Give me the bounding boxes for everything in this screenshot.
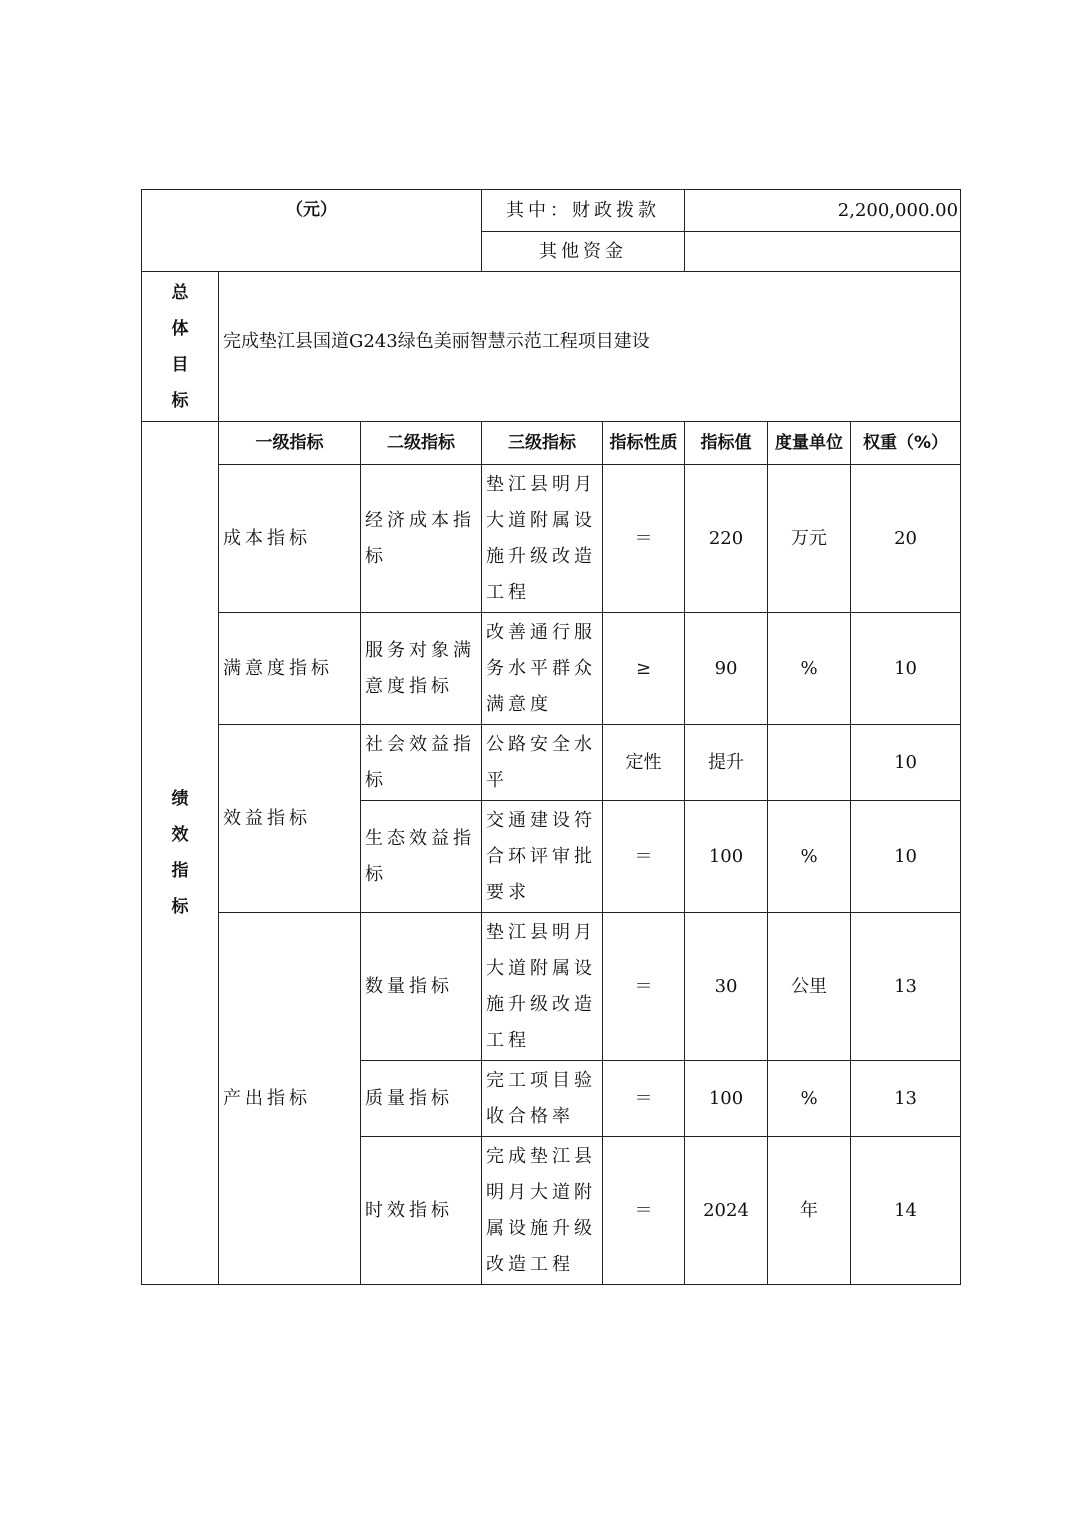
level2-cell: 数量指标 [361,913,482,1061]
fiscal-allocation-value: 2,200,000.00 [685,190,961,232]
weight-cell: 10 [851,801,961,913]
performance-indicator-label: 绩 效 指 标 [142,422,219,1285]
header-unit: 度量单位 [768,422,851,465]
unit-cell: % [768,613,851,725]
unit-cell [768,725,851,801]
level2-cell: 时效指标 [361,1137,482,1285]
level3-cell: 改善通行服务水平群众满意度 [482,613,603,725]
nature-cell: 定性 [603,725,685,801]
level1-cell: 成本指标 [219,465,361,613]
performance-goal-table [141,189,961,1285]
level3-cell: 完工项目验收合格率 [482,1061,603,1137]
header-value: 指标值 [685,422,768,465]
header-nature: 指标性质 [603,422,685,465]
unit-cell: 万元 [768,465,851,613]
unit-cell: 公里 [768,913,851,1061]
funding-unit-label: （元） [142,190,482,272]
nature-cell: ＝ [603,465,685,613]
unit-cell: % [768,801,851,913]
level2-cell: 生态效益指标 [361,801,482,913]
level3-cell: 公路安全水平 [482,725,603,801]
level2-cell: 经济成本指标 [361,465,482,613]
table-row [142,465,961,613]
level1-cell: 效益指标 [219,725,361,913]
nature-cell: ≥ [603,613,685,725]
value-cell: 30 [685,913,768,1061]
weight-cell: 20 [851,465,961,613]
table-row [142,613,961,725]
weight-cell: 13 [851,913,961,1061]
value-cell: 220 [685,465,768,613]
table-row [142,725,961,801]
nature-cell: ＝ [603,1137,685,1285]
fiscal-allocation-label: 其中：财政拨款 [482,190,685,232]
weight-cell: 10 [851,613,961,725]
overall-goal-text: 完成垫江县国道G243绿色美丽智慧示范工程项目建设 [219,272,961,422]
nature-cell: ＝ [603,1061,685,1137]
header-level3: 三级指标 [482,422,603,465]
unit-cell: 年 [768,1137,851,1285]
table-row [142,913,961,1061]
header-level1: 一级指标 [219,422,361,465]
other-funds-value [685,232,961,272]
level3-cell: 完成垫江县明月大道附属设施升级改造工程 [482,1137,603,1285]
value-cell: 提升 [685,725,768,801]
level3-cell: 交通建设符合环评审批要求 [482,801,603,913]
nature-cell: ＝ [603,801,685,913]
overall-goal-label: 总 体 目 标 [142,272,219,422]
value-cell: 90 [685,613,768,725]
weight-cell: 10 [851,725,961,801]
level2-cell: 质量指标 [361,1061,482,1137]
level2-cell: 社会效益指标 [361,725,482,801]
level1-cell: 满意度指标 [219,613,361,725]
value-cell: 100 [685,1061,768,1137]
value-cell: 2024 [685,1137,768,1285]
header-weight: 权重（%） [851,422,961,465]
other-funds-label: 其他资金 [482,232,685,272]
level3-cell: 垫江县明月大道附属设施升级改造工程 [482,465,603,613]
value-cell: 100 [685,801,768,913]
level3-cell: 垫江县明月大道附属设施升级改造工程 [482,913,603,1061]
level1-cell: 产出指标 [219,913,361,1285]
unit-cell: % [768,1061,851,1137]
weight-cell: 13 [851,1061,961,1137]
weight-cell: 14 [851,1137,961,1285]
header-level2: 二级指标 [361,422,482,465]
level2-cell: 服务对象满意度指标 [361,613,482,725]
nature-cell: ＝ [603,913,685,1061]
